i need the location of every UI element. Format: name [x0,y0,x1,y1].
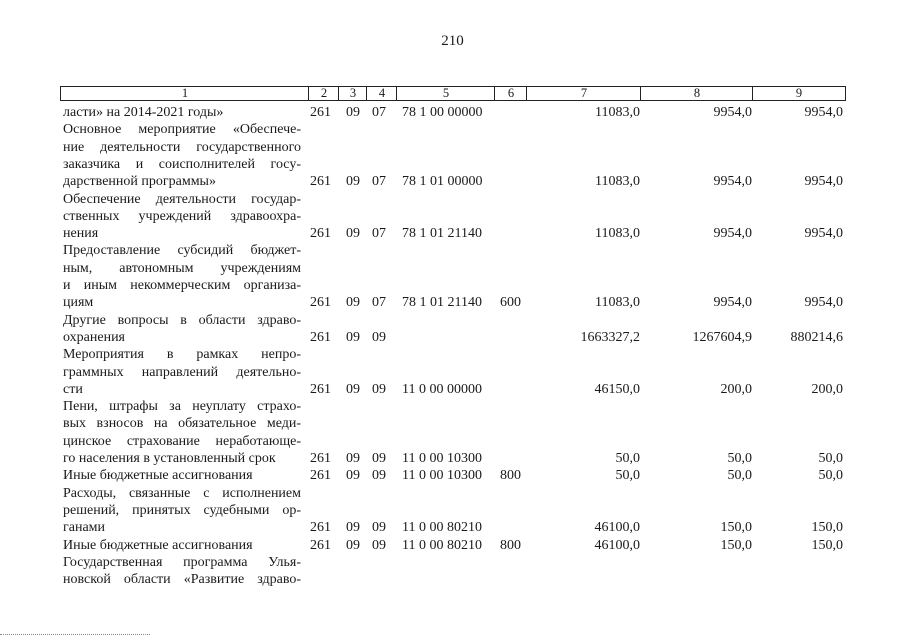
row-description: новской области «Развитие здраво- [63,572,301,588]
cell-c7: 1663327,2 [580,329,640,345]
row-description: ние деятельности государственного [63,139,301,155]
cell-c6: 800 [500,537,521,553]
cell-c2: 261 [310,468,331,484]
row-description: Обеспечение деятельности государ- [63,191,301,207]
row-description: ганами [63,520,106,536]
cell-c2: 261 [310,329,331,345]
cell-c2: 261 [310,295,331,311]
row-description: Основное мероприятие «Обеспече- [63,122,301,138]
row-description: ласти» на 2014-2021 годы» [63,105,224,120]
cell-c2: 261 [310,105,331,120]
cell-c3: 09 [346,105,360,120]
cell-c7: 46100,0 [594,520,640,536]
cell-c3: 09 [346,295,360,311]
cell-c4: 07 [372,174,386,190]
cell-c6: 600 [500,295,521,311]
cell-c9: 50,0 [818,451,843,466]
header-col-5: 5 [396,86,495,101]
cell-c8: 50,0 [727,468,752,484]
header-col-6: 6 [494,86,527,101]
cell-c2: 261 [310,520,331,536]
cell-c9: 9954,0 [804,226,843,242]
cell-c3: 09 [346,226,360,242]
cell-c4: 07 [372,226,386,242]
cell-c9: 200,0 [811,381,843,397]
row-description: Мероприятия в рамках непро- [63,347,301,363]
cell-c5: 11 0 00 80210 [402,537,482,553]
cell-c3: 09 [346,381,360,397]
row-description: и иным некоммерческим организа- [63,278,301,293]
header-col-2: 2 [308,86,339,101]
cell-c5: 11 0 00 00000 [402,381,482,397]
cell-c7: 11083,0 [595,174,640,190]
row-description: решений, принятых судебными ор- [63,502,301,518]
row-description: ственных учреждений здравоохра- [63,208,301,224]
cell-c2: 261 [310,174,331,190]
cell-c5: 78 1 00 00000 [402,105,483,120]
cell-c4: 07 [372,105,386,120]
cell-c3: 09 [346,520,360,536]
cell-c7: 46100,0 [594,537,640,553]
cell-c5: 78 1 01 21140 [402,226,482,242]
row-description: сти [63,381,83,397]
cell-c8: 1267604,9 [692,329,752,345]
cell-c4: 07 [372,295,386,311]
header-col-3: 3 [338,86,367,101]
cell-c2: 261 [310,537,331,553]
cell-c3: 09 [346,537,360,553]
header-col-1: 1 [60,86,309,101]
cell-c5: 78 1 01 00000 [402,174,483,190]
cell-c5: 78 1 01 21140 [402,295,482,311]
cell-c8: 9954,0 [713,105,752,120]
header-col-9: 9 [752,86,846,101]
cell-c2: 261 [310,451,331,466]
cell-c3: 09 [346,468,360,484]
cell-c7: 50,0 [615,468,640,484]
cell-c2: 261 [310,381,331,397]
cell-c8: 150,0 [720,537,752,553]
cell-c8: 9954,0 [713,174,752,190]
cell-c7: 11083,0 [595,105,640,120]
header-col-4: 4 [366,86,397,101]
cell-c7: 11083,0 [595,226,640,242]
row-description: Предоставление субсидий бюджет- [63,243,301,259]
cell-c9: 150,0 [811,537,843,553]
row-description: Пени, штрафы за неуплату страхо- [63,399,301,415]
row-description: вых взносов на обязательное меди- [63,416,301,432]
row-description: граммных направлений деятельно- [63,364,301,380]
cell-c9: 9954,0 [804,174,843,190]
row-description: Иные бюджетные ассигнования [63,468,253,484]
row-description: охранения [63,329,125,345]
cell-c4: 09 [372,537,386,553]
page-number: 210 [441,33,464,49]
cell-c5: 11 0 00 10300 [402,451,482,466]
row-description: Государственная программа Улья- [63,554,301,570]
cell-c5: 11 0 00 10300 [402,468,482,484]
row-description: заказчика и соисполнителей госу- [63,156,301,172]
cell-c5: 11 0 00 80210 [402,520,482,536]
row-description: Иные бюджетные ассигнования [63,537,253,553]
footer-rule [0,634,150,636]
cell-c9: 9954,0 [804,295,843,311]
cell-c6: 800 [500,468,521,484]
cell-c4: 09 [372,520,386,536]
cell-c7: 46150,0 [594,381,640,397]
row-description: Другие вопросы в области здраво- [63,312,301,328]
row-description: цинское страхование неработающе- [63,433,301,449]
row-description: дарственной программы» [63,174,216,190]
cell-c7: 50,0 [615,451,640,466]
row-description: нения [63,226,99,242]
cell-c8: 50,0 [727,451,752,466]
cell-c4: 09 [372,381,386,397]
cell-c3: 09 [346,451,360,466]
cell-c8: 9954,0 [713,226,752,242]
row-description: го населения в установленный срок [63,451,276,466]
cell-c2: 261 [310,226,331,242]
cell-c8: 9954,0 [713,295,752,311]
cell-c8: 150,0 [720,520,752,536]
cell-c9: 9954,0 [804,105,843,120]
row-description: циям [63,295,94,311]
cell-c3: 09 [346,174,360,190]
row-description: ным, автономным учреждениям [63,260,301,276]
header-col-8: 8 [640,86,753,101]
header-col-7: 7 [526,86,641,101]
cell-c4: 09 [372,468,386,484]
cell-c4: 09 [372,329,386,345]
row-description: Расходы, связанные с исполнением [63,485,301,501]
cell-c7: 11083,0 [595,295,640,311]
cell-c9: 50,0 [818,468,843,484]
cell-c9: 150,0 [811,520,843,536]
cell-c8: 200,0 [720,381,752,397]
cell-c3: 09 [346,329,360,345]
cell-c9: 880214,6 [790,329,843,345]
cell-c4: 09 [372,451,386,466]
